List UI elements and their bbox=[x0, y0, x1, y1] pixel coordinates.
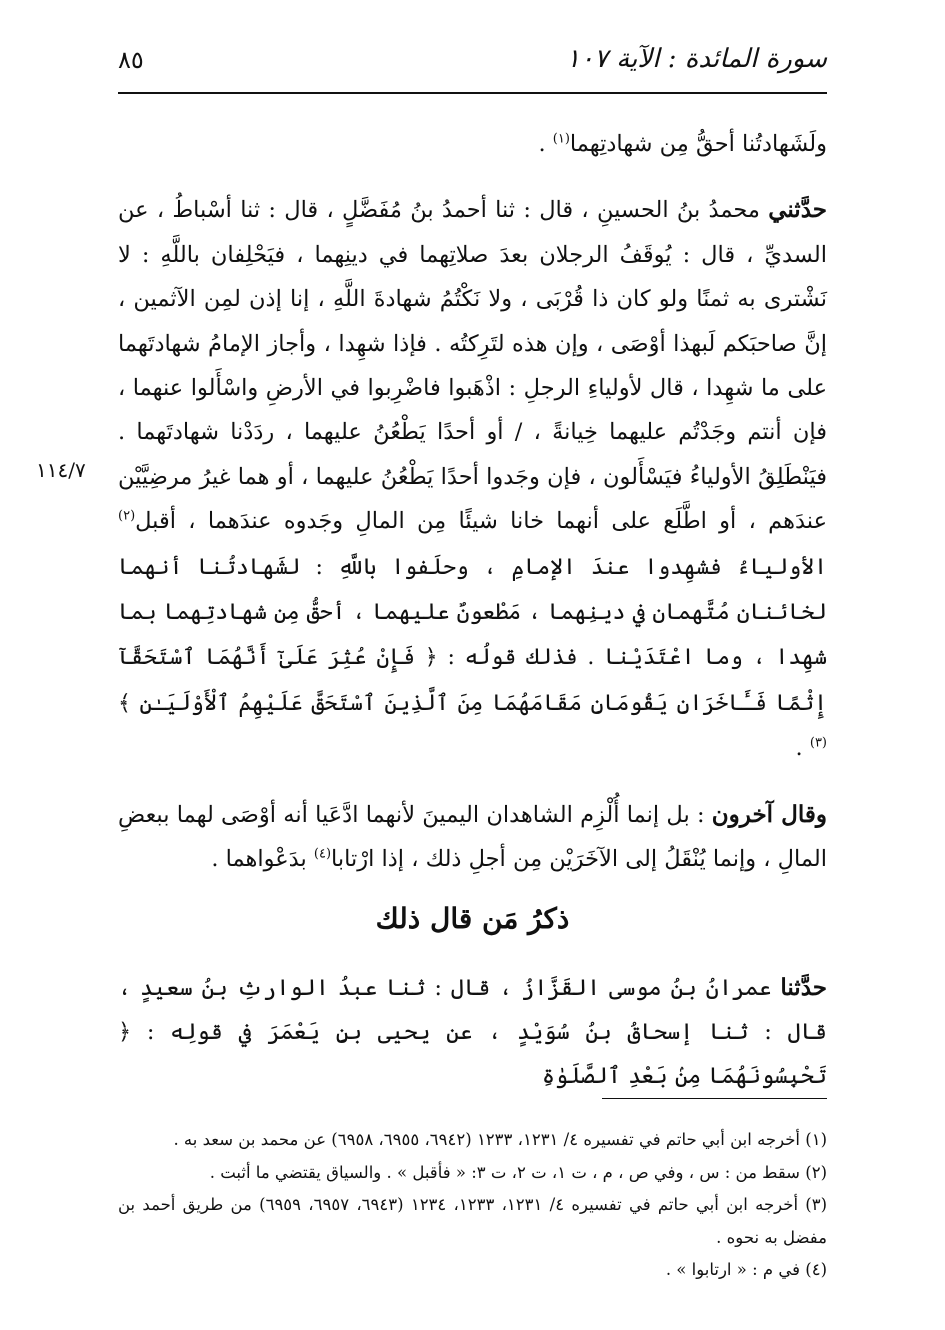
footnote-rule bbox=[602, 1098, 827, 1099]
paragraph-end: بدَعْواهما . bbox=[211, 846, 314, 873]
section-heading: ذكرُ مَن قال ذلك bbox=[375, 902, 570, 935]
main-text bbox=[118, 122, 827, 882]
page-number: ٨٥ bbox=[118, 46, 144, 74]
paragraph-text: محمدُ بنُ الحسينِ ، قال : ثنا أحمدُ بنُ مُفَضَّلٍ ، قال : ثنا أسْباطُ ، عن السديِّ ، قال : يُوقَفُ الرجلان بعدَ صلاتِهما في دينِهما ، فيَحْلِفان باللَّهِ : لا نَشْترى به ثمنًا ولو كان ذا قُرْبَى ، ولا نَكْتُمُ شهادةَ اللَّهِ ، إنا إذن لمِن الآثمين ، إنَّ صاحبَكم لَبهذا أوْصَى ، وإن هذه لتَرِكتُه . فإذا شهِدا ، وأجاز الإمامُ شهادتَهما على ما شهِدا ، قال لأولياءِ الرجلِ : اذْهَبوا فاضْرِبوا في الأرضِ واسْأَلوا عنهما ، فإن أنتم وجَدْتُم عليهما خِيانةً ، / أو أحدًا يَطْعُنُ عليهما ، ردَدْنا شهادتَهما . فيَنْطَلِقُ الأولياءُ فيَسْأَلون ، فإن وجَدوا أحدًا يَطْعُنُ عليهما ، أو هما غيرُ مرضِيَّيْن عندَهم ، أو اطَّلَع على أنهما خانا شيئًا مِن المالِ وجَدوه عندَهما ، أقبل bbox=[118, 197, 827, 535]
footnote-3: (٣) أخرجه ابن أبي حاتم في تفسيره ٤/ ١٢٣١، ١٢٣٣، ١٢٣٤ (٦٩٤٣، ٦٩٥٧، ٦٩٥٩) من طريق أحمد بن مفضل به نحوه . bbox=[118, 1195, 828, 1247]
footnote-marker: (٢) bbox=[118, 508, 136, 524]
paragraph-lead: حدَّثني bbox=[768, 196, 827, 224]
paragraph-lead: حدَّثنا bbox=[780, 974, 827, 1001]
paragraph-1 bbox=[118, 122, 827, 166]
paragraph-3 bbox=[118, 793, 827, 882]
paragraph-text: : بل إنما أُلْزِم الشاهدان اليمينَ لأنهما ادَّعَيا أنه أوْصَى لهما ببعضِ المالِ ، وإنما يُنْقَلُ إلى الآخَرَيْن مِن أجلِ ذلك ، إذا ارْتابا bbox=[118, 801, 827, 873]
footnote-1: (١) أخرجه ابن أبي حاتم في تفسيره ٤/ ١٢٣١، ١٢٣٣ (٦٩٤٢، ٦٩٥٥، ٦٩٥٨) عن محمد بن سعد به . bbox=[173, 1130, 827, 1149]
margin-reference: ١١٤/٧ bbox=[36, 458, 86, 482]
running-title: سورة المائدة : الآية ١٠٧ bbox=[566, 44, 827, 74]
paragraph-text-continued: الأولياءُ فشهِدوا عندَ الإمامِ ، وحلَفوا باللَّهِ : لشَهادتُنا أنهما لخائنان مُتَّهمان في دينِهما ، مَطْعونٌ عليهما ، أحقُّ مِن شهادتِهما بما شهِدا ، وما اعْتَدَيْنا . فذلك قولُه : ﴿ فَإِنْ عُثِرَ عَلَىٰٓ أَنَّهُمَا ٱسْتَحَقَّآ إِثْمًا فَـَٔاخَرَانِ يَقُومَانِ مَقَامَهُمَا مِنَ ٱلَّذِينَ ٱسْتَحَقَّ عَلَيْهِمُ ٱلْأَوْلَيَـٰنِ ﴾ bbox=[118, 554, 827, 716]
header-rule bbox=[118, 92, 827, 94]
paragraph-2 bbox=[118, 188, 827, 770]
footnote-marker: (٤) bbox=[313, 846, 332, 862]
paragraph-end: . bbox=[538, 131, 553, 157]
paragraph-lead: وقال آخرون bbox=[711, 800, 828, 828]
footnote-marker: (٣) bbox=[809, 735, 827, 751]
paragraph-4 bbox=[118, 966, 827, 1098]
paragraph-text: عمرانُ بنُ موسى القَزَّازُ ، قال : ثنا عبدُ الوارثِ بنُ سعيدٍ ، قال : ثنا إسحاقُ بنُ سُوَيْدٍ ، عن يحيى بنِ يَعْمَرَ في قولِه : ﴿ تَحْبِسُونَهُمَا مِنۢ بَعْدِ ٱلصَّلَوٰةِ bbox=[118, 975, 827, 1089]
footnote-4: (٤) في م : « ارتابوا » . bbox=[665, 1260, 827, 1279]
page-header bbox=[118, 40, 827, 90]
footnote-marker: (١) bbox=[552, 131, 570, 147]
paragraph-end: . bbox=[795, 735, 810, 762]
main-text-continued bbox=[118, 966, 827, 1098]
footnotes bbox=[118, 1124, 827, 1287]
paragraph-text: ولَشَهادتُنا أحقُّ مِن شهادتِهما bbox=[569, 131, 827, 157]
footnote-2: (٢) سقط من : س ، وفي ص ، م ، ت ١، ت ٢، ت ٣: « فأقبل » . والسياق يقتضي ما أثبت . bbox=[209, 1162, 827, 1182]
